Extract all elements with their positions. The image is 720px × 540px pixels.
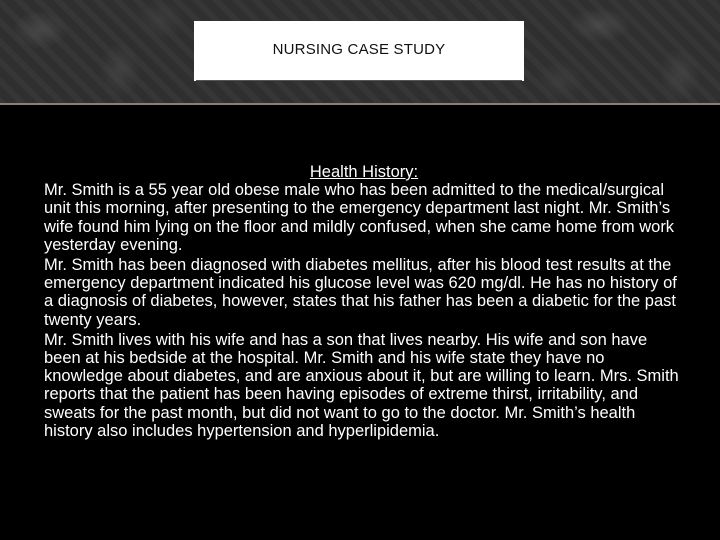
title-underline	[196, 80, 522, 81]
title-box	[194, 21, 524, 81]
paragraph-2: Mr. Smith has been diagnosed with diabetes mellitus, after his blood test results at the emergency department indicated his glucose level was 620 mg/dl. He has no history of a diagnosis of diabetes, however, states that his father has been a diabetic for the past twenty years.	[44, 256, 677, 329]
paragraph-1: Mr. Smith is a 55 year old obese male who has been admitted to the medical/surgical unit this morning, after presenting to the emergency department last night. Mr. Smith’s wife found him lying on the floor and mildly confused, when she came home from work yesterday evening.	[44, 181, 675, 254]
banner-divider	[0, 103, 720, 105]
paragraph-3: Mr. Smith lives with his wife and has a son that lives nearby. His wife and son have been at his bedside at the hospital. Mr. Smith and his wife state they have no knowledge about diabetes, and are anxious about it, but are willing to learn. Mrs. Smith reports that the patient has been having episodes of extreme thirst, irritability, and sweats for the past month, but did not want to go to the doctor. Mr. Smith’s health history also includes hypertension and hyperlipidemia.	[44, 330, 679, 440]
slide-title: NURSING CASE STUDY	[272, 40, 446, 58]
section-heading: Health History:	[309, 163, 419, 181]
slide-body	[44, 163, 684, 442]
